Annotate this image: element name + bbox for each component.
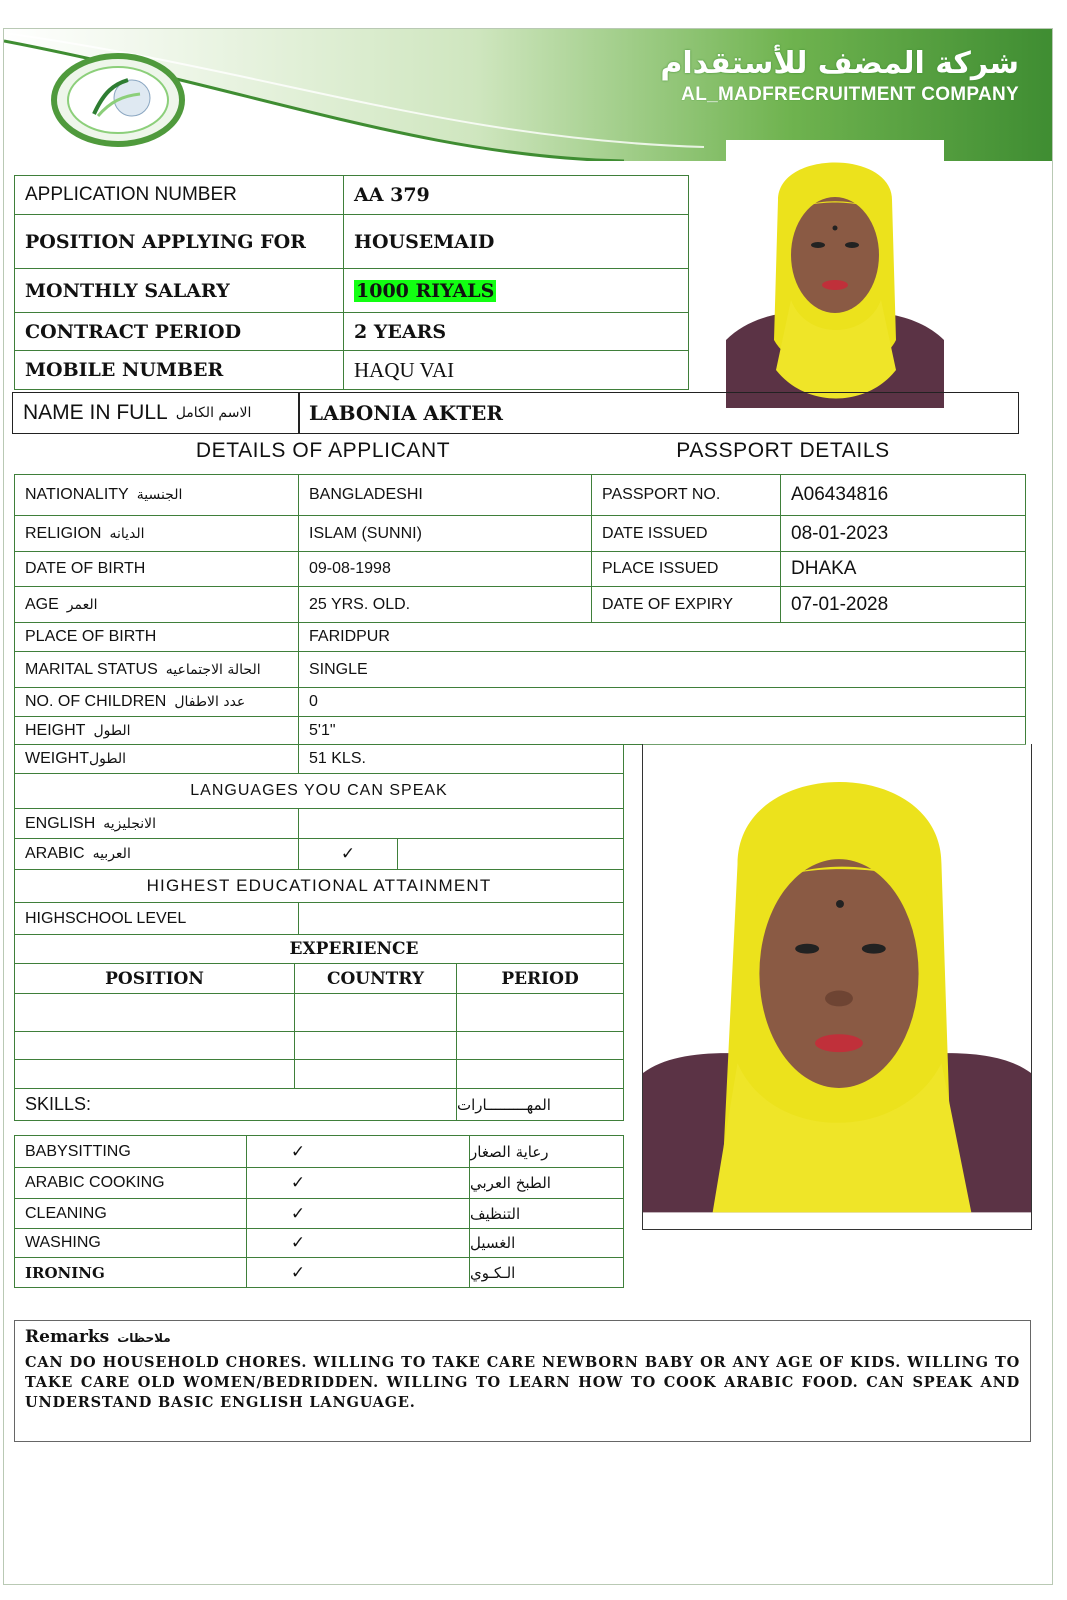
experience-row	[14, 1031, 295, 1060]
height-label-cell	[14, 716, 299, 745]
remarks-title	[25, 1327, 1020, 1347]
position-value: HOUSEMAID	[343, 214, 689, 269]
language-english-label-cell	[14, 808, 299, 839]
nationality-value: BANGLADESHI	[298, 474, 592, 516]
skill-mark: ✓	[246, 1167, 470, 1199]
skill-label-arabic: الطبخ العربي	[469, 1167, 624, 1199]
experience-row	[456, 1031, 624, 1060]
children-value: 0	[298, 687, 1026, 717]
weight-value: 51 KLS.	[298, 744, 624, 774]
education-value: HIGHSCHOOL LEVEL	[14, 902, 299, 935]
dob-value: 09-08-1998	[298, 551, 592, 587]
religion-label-arabic: الديانه	[109, 525, 145, 542]
passport-no-label: PASSPORT NO.	[591, 474, 781, 516]
religion-label: RELIGION	[25, 524, 102, 542]
skill-mark: ✓	[246, 1198, 470, 1229]
religion-label-cell	[14, 515, 299, 552]
nationality-label-arabic: الجنسية	[136, 487, 183, 503]
experience-row	[14, 1059, 295, 1089]
children-label: NO. OF CHILDREN	[25, 693, 167, 710]
language-arabic-blank	[397, 838, 624, 870]
language-english-label: ENGLISH	[25, 814, 96, 832]
place-of-birth-value: FARIDPUR	[298, 622, 1026, 652]
application-number-value: AA 379	[343, 175, 689, 215]
skills-label: SKILLS:	[14, 1088, 457, 1121]
language-arabic-label-arabic: العربيه	[92, 846, 131, 862]
experience-col-position: POSITION	[14, 963, 295, 994]
weight-label-arabic: الطول	[89, 751, 127, 767]
height-value: 5'1"	[298, 716, 1026, 745]
skills-label-arabic: المهـــــــــارات	[456, 1088, 624, 1121]
education-blank	[298, 902, 624, 935]
nationality-label: NATIONALITY	[25, 486, 129, 503]
date-expiry-value: 07-01-2028	[780, 586, 1026, 623]
company-name-english: AL_MADFRECRUITMENT COMPANY	[681, 84, 1019, 105]
language-arabic-label-cell	[14, 838, 299, 870]
experience-col-country: COUNTRY	[294, 963, 457, 994]
remarks-box	[14, 1320, 1031, 1442]
skill-mark: ✓	[246, 1257, 470, 1288]
religion-value: ISLAM (SUNNI)	[298, 515, 592, 552]
experience-col-period: PERIOD	[456, 963, 624, 994]
age-value: 25 YRS. OLD.	[298, 586, 592, 623]
applicant-photo-large	[642, 744, 1032, 1230]
marital-status-label: MARITAL STATUS	[25, 660, 158, 678]
remarks-text: CAN DO HOUSEHOLD CHORES. WILLING TO TAKE CARE NEWBORN BABY OR ANY AGE OF KIDS. WILLING TO TAKE CARE OLD WOMEN/BEDRIDDEN. WILLING TO LEARN HOW TO COOK ARABIC FOOD. CAN SPEAK AND UNDERSTAND BASIC ENGLISH LANGUAGE.	[25, 1354, 1020, 1411]
age-label: AGE	[25, 595, 59, 613]
experience-row	[456, 1059, 624, 1089]
full-name-label-arabic: الاسم الكامل	[175, 405, 252, 421]
company-name-arabic: شركة المضف للأستقدام	[660, 46, 1019, 81]
skill-label: BABYSITTING	[14, 1135, 247, 1168]
nationality-label-cell	[14, 474, 299, 516]
skill-label: CLEANING	[14, 1198, 247, 1229]
skill-label-arabic: الغسيل	[469, 1228, 624, 1258]
experience-row	[14, 993, 295, 1032]
full-name-value: LABONIA AKTER	[298, 392, 1019, 434]
skill-label-arabic: رعاية الصغار	[469, 1135, 624, 1168]
applicant-photo-small	[726, 140, 944, 408]
skill-label: ARABIC COOKING	[14, 1167, 247, 1199]
marital-status-value: SINGLE	[298, 651, 1026, 688]
full-name-label: NAME IN FULL	[23, 401, 168, 424]
contract-value: 2 YEARS	[343, 312, 689, 351]
height-label: HEIGHT	[25, 721, 86, 739]
remarks-label-arabic: ملاحظات	[117, 1331, 171, 1345]
salary-value: 1000 RIYALS	[356, 279, 495, 302]
language-english-mark	[298, 808, 624, 839]
experience-row	[456, 993, 624, 1032]
skill-mark: ✓	[246, 1228, 470, 1258]
language-english-label-arabic: الانجليزيه	[103, 815, 157, 832]
position-label: POSITION APPLYING FOR	[14, 214, 344, 269]
experience-row	[294, 1031, 457, 1060]
date-expiry-label: DATE OF EXPIRY	[591, 586, 781, 623]
marital-status-label-arabic: الحالة الاجتماعيه	[165, 661, 261, 678]
salary-cell	[343, 268, 689, 313]
experience-heading: EXPERIENCE	[14, 934, 624, 964]
experience-row	[294, 1059, 457, 1089]
weight-label: WEIGHT	[25, 750, 89, 767]
language-arabic-label: ARABIC	[25, 845, 85, 862]
place-of-birth-label: PLACE OF BIRTH	[14, 622, 299, 652]
age-label-cell	[14, 586, 299, 623]
age-label-arabic: العمر	[66, 596, 98, 613]
salary-label: MONTHLY SALARY	[14, 268, 344, 313]
children-label-arabic: عدد الاطفال	[174, 694, 246, 710]
skill-mark: ✓	[246, 1135, 470, 1168]
skill-label: IRONING	[14, 1257, 247, 1288]
education-heading: HIGHEST EDUCATIONAL ATTAINMENT	[14, 869, 624, 903]
marital-status-label-cell	[14, 651, 299, 688]
skill-label-arabic: التنظيف	[469, 1198, 624, 1229]
mobile-value: HAQU VAI	[343, 350, 689, 390]
application-number-label: APPLICATION NUMBER	[14, 175, 344, 215]
passport-no-value: A06434816	[780, 474, 1026, 516]
experience-row	[294, 993, 457, 1032]
details-heading: DETAILS OF APPLICANT	[195, 439, 451, 462]
dob-label: DATE OF BIRTH	[14, 551, 299, 587]
full-name-label-cell	[12, 392, 300, 434]
passport-heading: PASSPORT DETAILS	[676, 439, 890, 462]
skill-label-arabic: الـكـوي	[469, 1257, 624, 1288]
weight-label-cell	[14, 744, 299, 774]
height-label-arabic: الطول	[93, 722, 131, 739]
languages-heading: LANGUAGES YOU CAN SPEAK	[14, 773, 624, 809]
place-issued-value: DHAKA	[780, 551, 1026, 587]
mobile-label: MOBILE NUMBER	[14, 350, 344, 390]
date-issued-label: DATE ISSUED	[591, 515, 781, 552]
remarks-label: Remarks	[25, 1327, 110, 1347]
company-logo	[48, 50, 190, 152]
place-issued-label: PLACE ISSUED	[591, 551, 781, 587]
language-arabic-mark: ✓	[298, 838, 398, 870]
date-issued-value: 08-01-2023	[780, 515, 1026, 552]
skill-label: WASHING	[14, 1228, 247, 1258]
contract-label: CONTRACT PERIOD	[14, 312, 344, 351]
children-label-cell	[14, 687, 299, 717]
